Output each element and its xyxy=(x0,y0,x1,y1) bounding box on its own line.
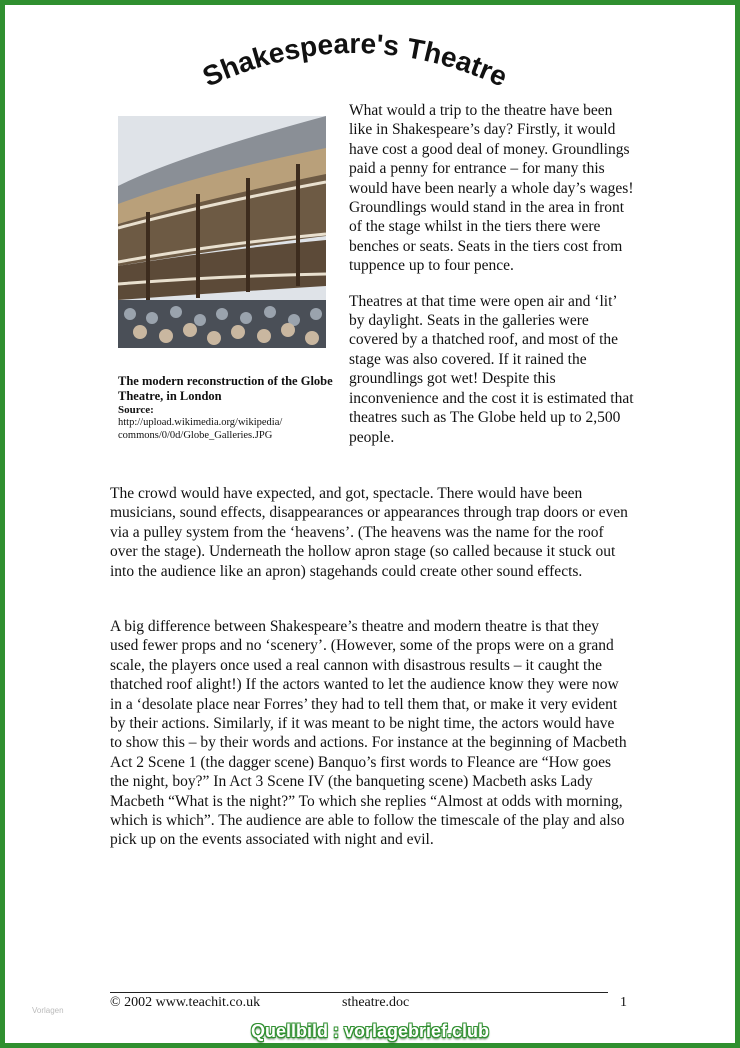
title-text: Shakespeare's Theatre xyxy=(198,28,513,93)
paragraph-open-air: Theatres at that time were open air and ‘lit’ by daylight. Seats in the galleries were covered by a thatched roof, and most of the stage was also covered. If it rained the groundlings got wet! Despite this inconvenience and the cost it is estimated that theatres such as The Globe held up to 2,500 people. xyxy=(349,292,634,446)
footer-filename: stheatre.doc xyxy=(342,995,410,1010)
footer-divider xyxy=(110,992,608,993)
image-credit: Quellbild : vorlagebrief.club xyxy=(250,1021,490,1041)
intro-column xyxy=(349,101,634,447)
footer-copyright: © 2002 www.teachit.co.uk xyxy=(110,995,261,1010)
photo-caption xyxy=(118,374,333,442)
page-title xyxy=(190,28,520,98)
paragraph-spectacle: The crowd would have expected, and got, spectacle. There would have been musicians, sound effects, disappearances or appearances through trap doors or even via a pulley system from the ‘heavens’. (The heavens was the name for the roof over the stage). Underneath the hollow apron stage (so called because it stuck out into the audience like an apron) stagehands could create other sound effects. xyxy=(110,485,628,580)
caption-source-line1: http://upload.wikimedia.org/wikipedia/ xyxy=(118,417,283,428)
paragraph-props-scenery: A big difference between Shakespeare’s theatre and modern theatre is that they used fewer props and no ‘scenery’. (However, some of the props were on a grand scale, the players once used a real cannon with disastrous results – it caught the thatched roof alight!) If the actors wanted to let the audience know they were now in a ‘desolate place near Forres’ they had to tell them that, or make it very evident by their actions. Similarly, if it was meant to be night time, the actors would have to show this – by their words and actions. For instance at the beginning of Macbeth Act 2 Scene 1 (the dagger scene) Banquo’s first words to Fleance are “How goes the night, boy?” In Act 3 Scene IV (the banqueting scene) Macbeth asks Lady Macbeth “What is the night?” To which she replies “Almost at odds with morning, which is which”. The audience are able to follow the timescale of the play and also pick up on the events associated with night and evil. xyxy=(110,618,627,849)
svg-text:Shakespeare's Theatre xyxy=(198,28,512,93)
caption-source-label: Source: xyxy=(118,404,154,416)
footer-page-number: 1 xyxy=(620,995,627,1010)
caption-source-line2: commons/0/0d/Globe_Galleries.JPG xyxy=(118,429,273,441)
caption-title: The modern reconstruction of the Globe Theatre, in London xyxy=(118,374,333,403)
watermark: Vorlagen xyxy=(32,1006,64,1015)
paragraph-cost: What would a trip to the theatre have been like in Shakespeare’s day? Firstly, it would have cost a good deal of money. Groundlings paid a penny for entrance – for many this would have been nearly a whole day’s wages! Groundlings would stand in the area in front of the stage whilst in the tiers there were benches or seats. Seats in the tiers cost from tuppence up to four pence. xyxy=(349,102,634,275)
globe-theatre-photo xyxy=(118,116,326,348)
